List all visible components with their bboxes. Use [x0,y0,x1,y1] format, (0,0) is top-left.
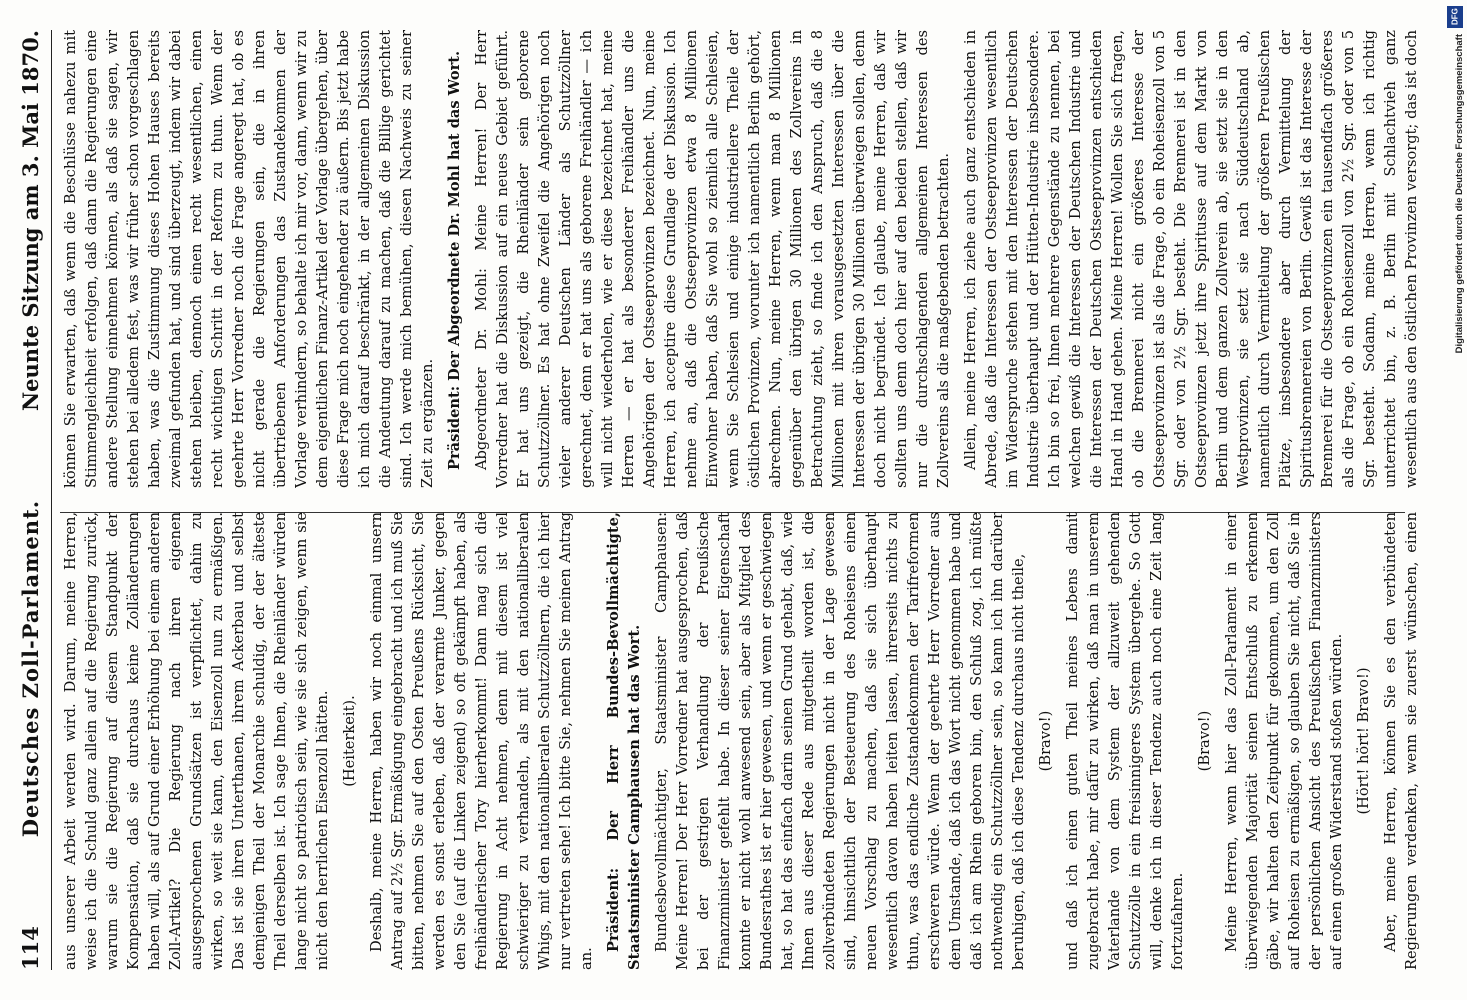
paragraph: Aber, meine Herren, können Sie es den verbündeten Regierungen verdenken, wenn sie zuerst wünschen, einen [1382,512,1420,970]
paragraph: Deshalb, meine Herren, haben wir noch einmal unsern Antrag auf 2½ Sgr. Ermäßigung eingebracht und ich muß Sie bitten, nehmen Sie auf den Osten Preußens Rücksicht, Sie werden es sonst erleben, daß der verarmte Junker, gegen den Sie (auf die Linken zeigend) so oft gekämpft haben, als freihändlerischer Tory hierherkommt! Dann mag sich die Regierung in Acht nehmen, denn mit diesem ist viel schwieriger zu verhandeln, als mit den nationalliberalen Whigs, mit den nationalliberalen Schutzzöllnern, die ich hier nur vertreten sehe! Ich bitte Sie, nehmen Sie meinen Antrag an. [368,512,595,970]
publication-title: Deutsches Zoll-Parlament. [18,499,43,838]
page-number: 114 [18,926,43,970]
paragraph: Meine Herren, wenn hier das Zoll-Parlament in einer überwiegenden Majorität seinen Entschluß zu erkennen gäbe, wir halten den Zeitpunkt für gekommen, um den Zoll auf Roheisen zu ermäßigen, so glauben Sie nicht, daß Sie in der persönlichen Ansicht des Preußischen Finanzministers auf einen großen Widerstand stoßen würden. [1223,512,1345,970]
right-column [60,30,1420,488]
paragraph: können Sie erwarten, daß wenn die Beschlüsse nahezu mit Stimmengleichheit erfolgen, daß dann die Regierungen eine andere Stellung einnehmen können, als daß sie sagen, wir stehen bei alledem fest, was wir früher schon vorgeschlagen haben, was die Zustimmung dieses Hohen Hauses bereits zweimal gefunden hat, und sind überzeugt, indem wir dabei stehen bleiben, dennoch einen recht wesentlichen, einen recht wichtigen Schritt in der Reform zu thun. Wenn der geehrte Herr Vorredner noch die Frage angeregt hat, ob es nicht gerade die Regierungen sein, die in ihren übertriebenen Anforderungen das Zustandekommen der Vorlage verhindern, so behalte ich mir vor, dann, wenn wir zu dem eigentlichen Finanz-Artikel der Vorlage übergehen, über diese Frage mich noch eingehender zu äußern. Bis jetzt habe ich mich darauf beschränkt, in der allgemeinen Diskussion die Andeutung darauf zu machen, daß die Billige gerichtet sind. Ich werde mich bemühen, diesen Nachweis zu seiner Zeit zu ergänzen. [62,30,436,488]
left-column [60,512,1420,970]
paragraph: aus unserer Arbeit werden wird. Darum, meine Herren, weise ich die Schuld ganz allein auf die Regierung zurück, warum sie die Regierung auf diesem Standpunkt der Kompensation, daß sie durchaus keine Zolländerungen haben will, als auf Grund einer Erhöhung bei einem anderen Zoll-Artikel? Die Regierung nach ihren eigenen ausgesprochenen Grundsätzen ist verpflichtet, dahin zu wirken, so weit sie kann, den Eisenzoll nun zu ermäßigen. Das ist sie ihren Unterthanen, ihrem Ackerbau und selbst demjenigen Theil der Monarchie schuldig, der der älteste Theil derselben ist. Ich sage Ihnen, die Rheinländer würden lange nicht so patriotisch sein, wie sie sich zeigen, wenn sie nicht den herrlichen Eisenzoll hätten. [62,512,331,970]
reaction-note: (Bravo!) [1196,710,1213,772]
paragraph: und daß ich einen guten Theil meines Lebens damit zugebracht habe, mir dafür zu wirken, daß man in unserem Vaterlande von dem System der allzuweit gehenden Schutzzölle in ein freisinnigeres System übergehe. So Gott will, denke ich in dieser Tendenz auch noch eine Zeit lang fortzufahren. [1064,512,1186,970]
reaction-note: (Bravo!) [1037,710,1054,772]
digitization-attribution: Digitalisierung gefördert durch die Deutsche Forschungsgemeinschaft [1454,34,1465,354]
paragraph: Bundesbevollmächtigter, Staatsminister Camphausen: Meine Herren! Der Herr Vorredner hat ausgesprochen, daß bei der gestrigen Verhandlung der Preußische Finanzminister gefehlt habe. In dieser seiner Eigenschaft konnte er nicht wohl anwesend sein, aber als Mitglied des Bundesrathes ist er hier gewesen, und wenn er geschwiegen hat, so hat das einfach darin seinen Grund gehabt, daß, wie Ihnen aus dieser Rede aus mitgetheilt worden ist, die zollverbündeten Regierungen nicht in der Lage gewesen sind, hinsichtlich der Besteuerung des Roheisens einen neuen Vorschlag zu machen, daß sie sich überhaupt wesentlich davon haben leiten lassen, ihrerseits nichts zu thun, was das endliche Zustandekommen der Tarifreformen erschweren würde. Wenn der geehrte Herr Vorredner aus dem Umstande, daß ich das Wort nicht genommen habe und daß ich am Rhein geboren bin, den Schluß zog, ich müßte nothwendig ein Schutzzöllner sein, so kann ich ihn darüber beruhigen, daß ich diese Tendenz durchaus nicht theile, [653,512,1027,970]
paragraph: Abgeordneter Dr. Mohl: Meine Herren! Der Herr Vorredner hat die Diskussion auf ein neues Gebiet geführt. Er hat uns gezeigt, die Rheinländer sein geborene Schutzzöllner. Es hat ohne Zweifel die Angehörigen noch vieler anderer Deutschen Länder als Schutzzöllner gerechnet, denn er hat uns als geborene Freihändler — ich will nicht wiederholen, wie er diese bezeichnet hat, meine Herren — er hat als besonderer Freihändler uns die Angehörigen der Ostseeprovinzen bezeichnet. Nun, meine Herren, ich acceptire diese Grundlage der Diskussion. Ich nehme an, daß die Ostseeprovinzen etwa 8 Millionen Einwohner haben, daß Sie wohl so ziemlich alle Schlesien, wenn Sie Schlesien und einige industriellere Theile der östlichen Provinzen, worunter ich namentlich Berlin gehört, abrechnen. Nun, meine Herren, wenn man 8 Millionen gegenüber den übrigen 30 Millionen des Zollvereins in Betrachtung zieht, so finde ich den Anspruch, daß die 8 Millionen mit ihren vorausgesetzten Interessen über die Interessen der übrigen 30 Millionen überwiegen sollen, denn doch nicht begründet. Ich glaube, meine Herren, daß wir sollten uns denn doch hier auf den beiden stellen, daß wir nur die durchschlagenden allgemeinen Interessen des Zollvereins als die maßgebenden betrachten. [473,30,952,488]
paragraph: Allein, meine Herren, ich ziehe auch ganz entschieden in Abrede, daß die Interessen der Ostseeprovinzen wesentlich im Widerspruche stehen mit den Interessen der Deutschen Industrie überhaupt und der Hütten-Industrie insbesondere. Ich bin so frei, Ihnen mehrere Gegenstände zu nennen, bei welchen gewiß die Interessen der Deutschen Industrie und die Interessen der Deutschen Ostseeprovinzen entschieden Hand in Hand gehen. Meine Herren! Wollen Sie sich fragen, ob die Brennerei nicht ein größeres Interesse der Ostseeprovinzen ist als die Frage, ob ein Roheisenzoll von 5 Sgr. oder von 2½ Sgr. besteht. Die Brennerei ist in den Ostseeprovinzen jetzt ihre Spiritusse auf dem Markt von Berlin und dem ganzen Zollverein ab, sie setzt sie in den Westprovinzen, sie setzt sie nach Süddeutschland ab, namentlich durch Vermittelung der größeren Preußischen Plätze, insbesondere aber durch Vermittelung der Spiritusbrennereien von Berlin. Gewiß ist das Interesse der Brennerei für die Ostseeprovinzen ein tausendfach größeres als die Frage, ob ein Roheisenzoll von 2½ Sgr. oder von 5 Sgr. besteht. Sodann, meine Herren, wenn ich richtig unterrichtet bin, z. B. Berlin mit Schlachtvieh ganz wesentlich aus den östlichen Provinzen versorgt; das ist doch [962,30,1420,488]
reaction-note: (Hört! hört! Bravo!) [1355,667,1372,815]
dfg-logo: DFG [1447,6,1463,28]
page-header [18,30,52,970]
text-columns [60,30,1420,970]
speaker-paragraph: Präsident: Der Herr Bundes-Bevollmächtigte, Staatsminister Camphausen hat das Wort. [605,512,643,970]
reaction-note: (Heiterkeit). [341,695,358,787]
session-title: Neunte Sitzung am 3. Mai 1870. [18,30,43,412]
speaker-paragraph: Präsident: Der Abgeordnete Dr. Mohl hat das Wort. [446,50,463,470]
